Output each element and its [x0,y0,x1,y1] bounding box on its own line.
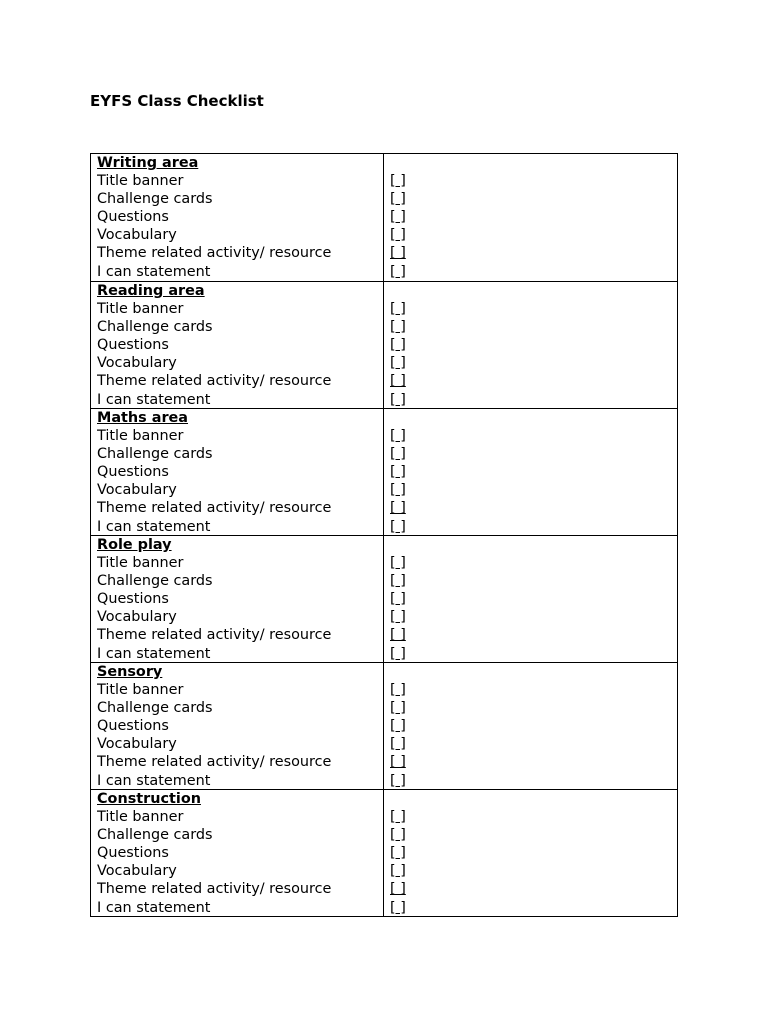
section-checkbox-column [384,790,677,916]
section-checkbox-column [384,409,677,535]
checklist-item-label: Questions [97,209,169,226]
checkbox[interactable]: [ ] [390,227,406,244]
checklist-item-label: Title banner [97,428,184,445]
checkbox[interactable]: [ ] [390,899,406,916]
checkbox[interactable]: [ ] [390,173,406,190]
checklist-item-label: Theme related activity/ resource [97,627,332,644]
checklist-item-label: Vocabulary [97,736,177,753]
checklist-item-label: Title banner [97,301,184,318]
section-checkbox-column [384,282,677,408]
checklist-section-writing-area [91,154,677,281]
section-items-column [91,790,384,916]
checkbox[interactable]: [ ] [390,609,406,626]
checklist-item-label: Challenge cards [97,446,213,463]
checkbox[interactable]: [ ] [390,355,406,372]
checklist-item-label: I can statement [97,772,211,789]
checkbox[interactable]: [ ] [390,319,406,336]
checklist-item-label: Vocabulary [97,863,177,880]
checklist-item-label: Challenge cards [97,573,213,590]
section-heading: Maths area [97,410,189,426]
checkbox[interactable]: [ ] [390,428,406,445]
checkbox[interactable]: [ ] [390,263,406,280]
checkbox[interactable]: [ ] [390,700,406,717]
section-heading: Sensory [97,664,163,680]
checkbox[interactable]: [ ] [390,446,406,463]
checkbox[interactable]: [ ] [390,591,406,608]
checkbox[interactable]: [ ] [390,391,406,408]
checklist-item-label: Title banner [97,809,184,826]
section-heading: Construction [97,791,201,807]
checkbox[interactable]: [ ] [390,809,406,826]
checklist-section-maths-area [91,408,677,535]
checklist-item-label: Vocabulary [97,482,177,499]
checklist-item-label: Questions [97,464,169,481]
section-heading: Reading area [97,283,205,299]
checklist-item-label: Challenge cards [97,191,213,208]
checkbox[interactable]: [ ] [390,209,406,226]
checkbox[interactable]: [ ] [390,863,406,880]
checkbox[interactable]: [ ] [390,482,406,499]
checkbox[interactable]: [ ] [390,301,406,318]
checklist-item-label: Theme related activity/ resource [97,245,332,262]
checklist-item-label: I can statement [97,518,211,535]
checklist-item-label: Theme related activity/ resource [97,373,332,390]
document-title: EYFS Class Checklist [90,92,264,110]
section-checkbox-column [384,154,677,281]
checklist-section-sensory [91,662,677,789]
checklist-item-label: Theme related activity/ resource [97,881,332,898]
section-items-column [91,536,384,662]
checklist-item-label: Title banner [97,555,184,572]
section-items-column [91,663,384,789]
section-heading: Writing area [97,155,199,171]
section-items-column [91,154,384,281]
checkbox[interactable]: [ ] [390,191,406,208]
checkbox[interactable]: [ ] [390,337,406,354]
checklist-item-label: Questions [97,845,169,862]
checkbox[interactable]: [ ] [390,464,406,481]
checklist-item-label: Theme related activity/ resource [97,754,332,771]
checklist-section-role-play [91,535,677,662]
checkbox[interactable]: [ ] [390,772,406,789]
checklist-item-label: Vocabulary [97,355,177,372]
section-items-column [91,409,384,535]
checklist-item-label: I can statement [97,899,211,916]
section-checkbox-column [384,536,677,662]
checkbox[interactable]: [ ] [390,555,406,572]
checklist-item-label: I can statement [97,263,211,280]
checklist-item-label: Questions [97,718,169,735]
section-items-column [91,282,384,408]
checklist-item-label: Vocabulary [97,227,177,244]
checkbox[interactable]: [ ] [390,245,406,262]
checkbox[interactable]: [ ] [390,627,406,644]
checkbox[interactable]: [ ] [390,736,406,753]
checklist-item-label: Questions [97,337,169,354]
checkbox[interactable]: [ ] [390,718,406,735]
checkbox[interactable]: [ ] [390,518,406,535]
checklist-section-reading-area [91,281,677,408]
checkbox[interactable]: [ ] [390,573,406,590]
checklist-item-label: Title banner [97,173,184,190]
section-checkbox-column [384,663,677,789]
checklist-section-construction [91,789,677,916]
checklist-table [90,153,678,917]
checkbox[interactable]: [ ] [390,645,406,662]
checklist-item-label: Vocabulary [97,609,177,626]
checkbox[interactable]: [ ] [390,754,406,771]
checklist-item-label: Questions [97,591,169,608]
section-heading: Role play [97,537,172,553]
checklist-item-label: Challenge cards [97,827,213,844]
checklist-item-label: I can statement [97,391,211,408]
checkbox[interactable]: [ ] [390,682,406,699]
checkbox[interactable]: [ ] [390,373,406,390]
checkbox[interactable]: [ ] [390,827,406,844]
checklist-item-label: Challenge cards [97,319,213,336]
checklist-item-label: Challenge cards [97,700,213,717]
checklist-item-label: Theme related activity/ resource [97,500,332,517]
checkbox[interactable]: [ ] [390,845,406,862]
checklist-item-label: Title banner [97,682,184,699]
checkbox[interactable]: [ ] [390,500,406,517]
checklist-item-label: I can statement [97,645,211,662]
checkbox[interactable]: [ ] [390,881,406,898]
